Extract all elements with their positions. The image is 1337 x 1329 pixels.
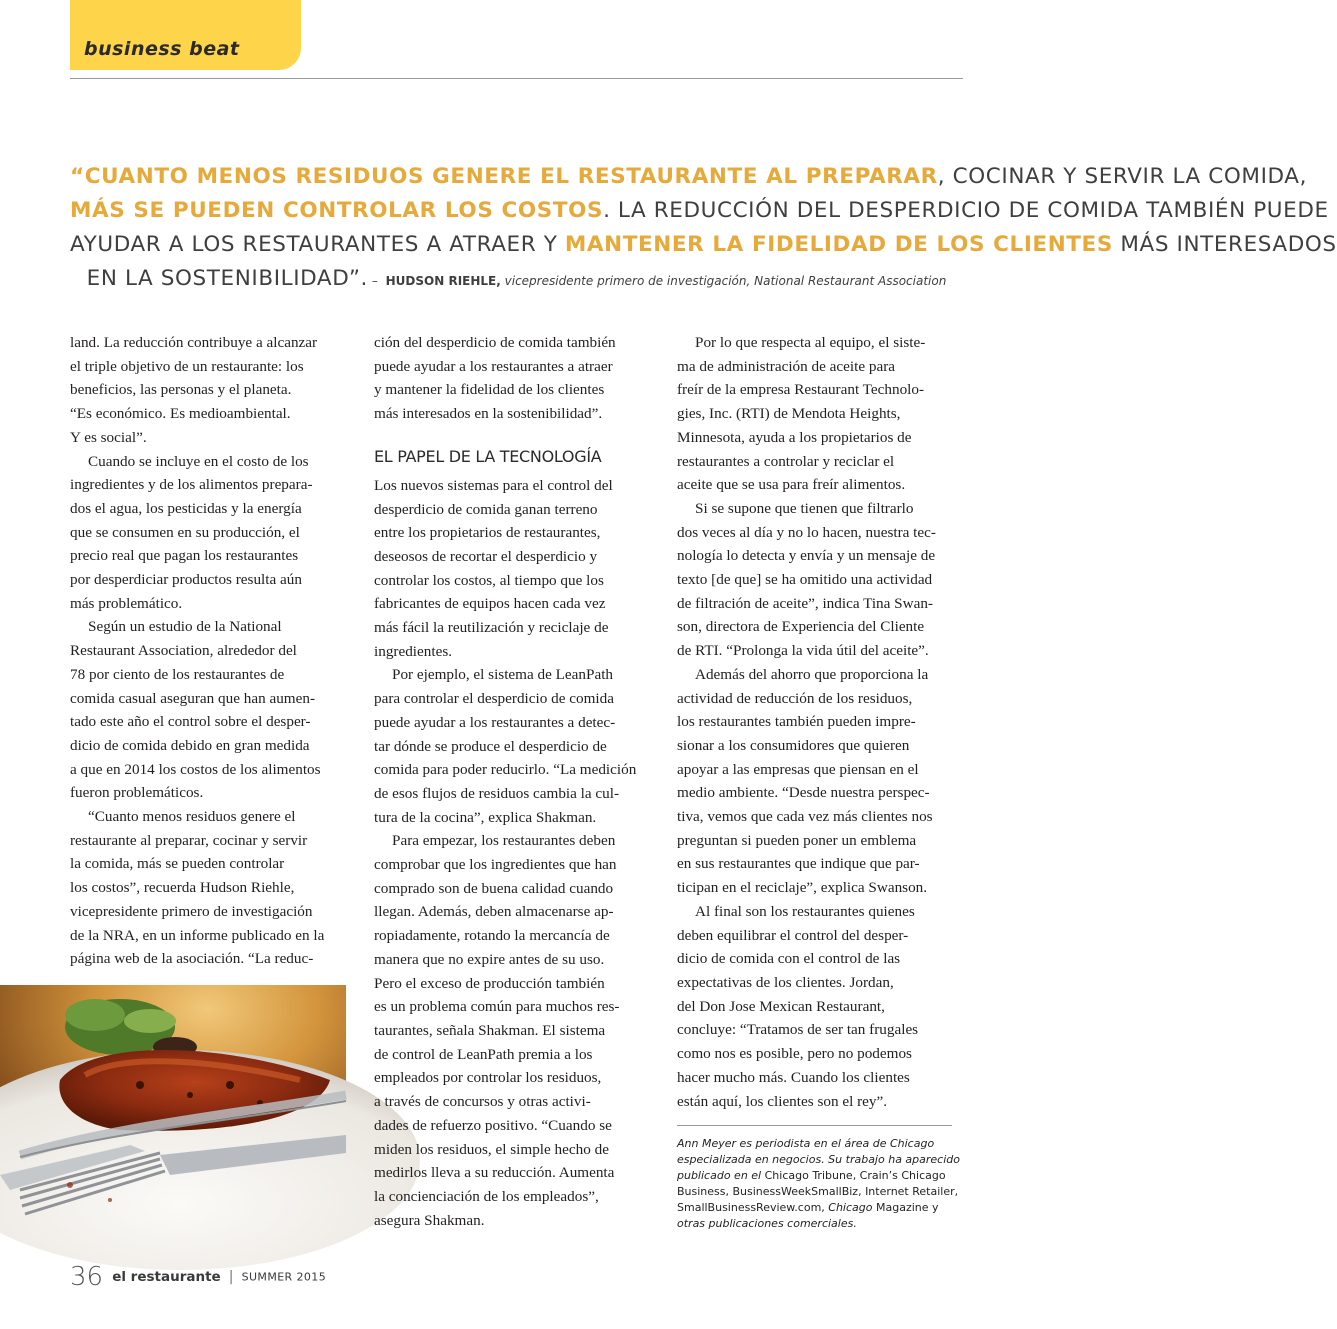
paragraph (374, 474, 654, 664)
text-line: es un problema común para muchos res- (374, 998, 620, 1016)
pull-quote-highlight: MANTENER LA FIDELIDAD DE LOS CLIENTES (564, 232, 1113, 257)
text-line: deben equilibrar el control del desper- (677, 926, 909, 944)
text-line: Según un estudio de la National (88, 618, 282, 636)
text-line: tiva, vemos que cada vez más clientes nos (677, 808, 933, 826)
paragraph (677, 900, 963, 1113)
footer-separator: | (228, 1269, 234, 1285)
text-line: Para empezar, los restaurantes deben (392, 832, 616, 850)
text-line: a que en 2014 los costos de los alimentos (70, 760, 321, 778)
text-line: comida casual aseguran que han aumen- (70, 689, 316, 707)
bio-text: Chicago (828, 1201, 873, 1215)
text-line: a través de concursos y otras activi- (374, 1093, 591, 1111)
enchilada-plate-image (0, 985, 346, 1230)
text-line: dos el agua, los pesticidas y la energía (70, 499, 302, 517)
paragraph (374, 663, 654, 829)
text-line: aceite que se usa para freír alimentos. (677, 476, 906, 494)
text-line: Y es social”. (70, 428, 147, 446)
text-line: tura de la cocina”, explica Shakman. (374, 808, 597, 826)
text-line: vicepresidente primero de investigación (70, 902, 313, 920)
bio-text: Ann Meyer es periodista en el área de Chicago (677, 1137, 935, 1151)
page-footer (70, 1262, 326, 1292)
text-line: sionar a los consumidores que quieren (677, 736, 910, 754)
text-line: fabricantes de equipos hacen cada vez (374, 595, 606, 613)
text-line: manera que no expire antes de su uso. (374, 950, 605, 968)
text-line: los restaurantes también pueden impre- (677, 713, 916, 731)
text-line: Al final son los restaurantes quienes (695, 902, 915, 920)
text-line: Además del ahorro que proporciona la (695, 665, 929, 683)
text-line: ingredientes y de los alimentos prepara- (70, 476, 313, 494)
text-line: y mantener la fidelidad de los clientes (374, 381, 605, 399)
text-line: de control de LeanPath premia a los (374, 1045, 593, 1063)
pull-quote-text: , COCINAR Y SERVIR LA COMIDA, (937, 164, 1308, 189)
text-line: página web de la asociación. “La reduc- (70, 950, 314, 968)
section-label: business beat (84, 38, 240, 60)
text-line: Cuando se incluye en el costo de los (88, 452, 309, 470)
text-line: de filtración de aceite”, indica Tina Swan- (677, 594, 933, 612)
text-line: “Cuanto menos residuos genere el (88, 808, 296, 826)
text-line: miden los residuos, el simple hecho de (374, 1140, 609, 1158)
text-line: restaurante al preparar, cocinar y servir (70, 831, 308, 849)
text-line: land. La reducción contribuye a alcanzar (70, 334, 318, 351)
text-line: puede ayudar a los restaurantes a atraer (374, 357, 613, 375)
text-line: texto [de que] se ha omitido una actividad (677, 571, 933, 589)
text-line: comprado son de buena calidad cuando (374, 879, 614, 897)
text-line: “Es económico. Es medioambiental. (70, 405, 291, 423)
paragraph (70, 615, 350, 805)
bio-publication: Magazine y (872, 1201, 939, 1215)
text-line: fueron problemáticos. (70, 784, 204, 802)
bio-line (677, 1152, 963, 1168)
text-line: deseosos de recortar el desperdicio y (374, 547, 598, 565)
text-line: precio real que pagan los restaurantes (70, 547, 299, 565)
article-column-2 (374, 331, 654, 1232)
text-line: están aquí, los clientes son el rey”. (677, 1092, 888, 1110)
text-line: el triple objetivo de un restaurante: los (70, 357, 304, 375)
pull-quote-line-1 (70, 160, 1308, 194)
pull-quote-text: MÁS INTERESADOS (1112, 232, 1337, 257)
text-line: actividad de reducción de los residuos, (677, 689, 913, 707)
bio-publication: Business, BusinessWeekSmallBiz, Internet Retailer, (677, 1185, 959, 1199)
article-column-1 (70, 331, 350, 971)
text-line: medio ambiente. “Desde nuestra perspec- (677, 784, 930, 802)
text-line: que se consumen en su producción, el (70, 523, 300, 541)
text-line: Por lo que respecta al equipo, el siste- (695, 334, 926, 351)
bio-text: especializada en negocios. Su trabajo ha aparecido (677, 1153, 960, 1167)
text-line: de RTI. “Prolonga la vida útil del aceite”. (677, 642, 929, 660)
text-line: más problemático. (70, 594, 183, 612)
bio-line (677, 1168, 963, 1184)
section-subheading: EL PAPEL DE LA TECNOLOGÍA (374, 446, 602, 466)
pull-quote-line-3 (70, 228, 1337, 262)
text-line: los costos”, recuerda Hudson Riehle, (70, 879, 295, 897)
text-line: concluye: “Tratamos de ser tan frugales (677, 1021, 919, 1039)
header-divider (70, 78, 963, 79)
bio-text: otras publicaciones comerciales. (677, 1217, 857, 1231)
text-line: apoyar a las empresas que piensan en el (677, 760, 919, 778)
text-line: dicio de comida con el control de las (677, 950, 901, 968)
pull-quote-text: . LA REDUCCIÓN DEL DESPERDICIO DE COMIDA TAMBIÉN PUEDE (603, 198, 1329, 223)
section-tab (70, 0, 301, 70)
text-line: freír de la empresa Restaurant Technolo- (677, 381, 925, 399)
text-line: entre los propietarios de restaurantes, (374, 524, 601, 542)
pull-quote-text: AYUDAR A LOS RESTAURANTES A ATRAER Y (70, 232, 565, 257)
text-line: puede ayudar a los restaurantes a detec- (374, 713, 616, 731)
pull-quote-line-2 (70, 194, 1329, 228)
text-line: preguntan si pueden poner un emblema (677, 831, 917, 849)
text-line: medirlos lleva a su reducción. Aumenta (374, 1164, 615, 1182)
text-line: del Don Jose Mexican Restaurant, (677, 997, 885, 1015)
attribution-name: HUDSON RIEHLE, (385, 274, 501, 288)
text-line: tado este año el control sobre el desper- (70, 713, 311, 731)
bio-line (677, 1200, 963, 1216)
text-line: más fácil la reutilización y reciclaje de (374, 619, 609, 637)
text-line: Pero el exceso de producción también (374, 974, 605, 992)
paragraph (374, 331, 654, 426)
text-line: de esos flujos de residuos cambia la cul- (374, 784, 620, 802)
issue-label: SUMMER 2015 (241, 1270, 327, 1284)
text-line: beneficios, las personas y el planeta. (70, 381, 292, 399)
text-line: dades de refuerzo positivo. “Cuando se (374, 1116, 612, 1134)
text-line: ropiadamente, rotando la mercancía de (374, 927, 610, 945)
text-line: ingredientes. (374, 642, 453, 660)
paragraph (70, 805, 350, 971)
paragraph (677, 497, 963, 663)
bio-line (677, 1216, 963, 1232)
bio-publication: Chicago Tribune, Crain’s Chicago (764, 1169, 946, 1183)
bio-text: publicado en el (677, 1169, 765, 1183)
text-line: tar dónde se produce el desperdicio de (374, 737, 607, 755)
text-line: Minnesota, ayuda a los propietarios de (677, 428, 912, 446)
text-line: Los nuevos sistemas para el control del (374, 476, 613, 494)
page-number: 36 (70, 1262, 104, 1292)
pull-quote-line-4 (70, 262, 963, 298)
text-line: más interesados en la sostenibilidad”. (374, 405, 603, 423)
text-line: dicio de comida debido en gran medida (70, 736, 310, 754)
text-line: la comida, más se pueden controlar (70, 855, 285, 873)
text-line: de la NRA, en un informe publicado en la (70, 926, 325, 944)
text-line: taurantes, señala Shakman. El sistema (374, 1021, 606, 1039)
paragraph (677, 331, 963, 497)
text-line: empleados por controlar los residuos, (374, 1069, 602, 1087)
text-line: la concienciación de los empleados”, (374, 1187, 599, 1205)
text-line: Si se supone que tienen que filtrarlo (695, 499, 914, 517)
paragraph (374, 829, 654, 1232)
attribution-title: vicepresidente primero de investigación, National Restaurant Association (500, 274, 947, 288)
text-line: llegan. Además, deben almacenarse ap- (374, 903, 614, 921)
pull-quote-text: EN LA SOSTENIBILIDAD”. (86, 266, 368, 291)
pull-quote-highlight: MÁS SE PUEDEN CONTROLAR LOS COSTOS (70, 198, 604, 223)
pull-quote-highlight: “CUANTO MENOS RESIDUOS GENERE EL RESTAURANTE AL PREPARAR (70, 164, 938, 189)
text-line: comida para poder reducirlo. “La medición (374, 761, 637, 779)
publication-name: el restaurante (112, 1269, 221, 1285)
text-line: ción del desperdicio de comida también (374, 334, 616, 351)
pull-quote (70, 160, 1337, 298)
text-line: restaurantes a controlar y reciclar el (677, 452, 895, 470)
attribution-dash: – (368, 274, 382, 288)
text-line: expectativas de los clientes. Jordan, (677, 973, 894, 991)
text-line: 78 por ciento de los restaurantes de (70, 665, 285, 683)
food-photo (0, 985, 346, 1230)
text-line: dos veces al día y no lo hacen, nuestra tec- (677, 523, 936, 541)
text-line: gies, Inc. (RTI) de Mendota Heights, (677, 405, 901, 423)
text-line: desperdicio de comida ganan terreno (374, 500, 598, 518)
text-line: ma de administración de aceite para (677, 357, 896, 375)
text-line: por desperdiciar productos resulta aún (70, 571, 302, 589)
text-line: ticipan en el reciclaje”, explica Swanson. (677, 879, 928, 897)
author-bio (677, 1136, 963, 1232)
paragraph (70, 450, 350, 616)
bio-publication: SmallBusinessReview.com, (677, 1201, 829, 1215)
text-line: en sus restaurantes que indique que par- (677, 855, 920, 873)
text-line: comprobar que los ingredientes que han (374, 856, 617, 874)
paragraph (677, 663, 963, 900)
text-line: hacer mucho más. Cuando los clientes (677, 1068, 910, 1086)
text-line: Restaurant Association, alrededor del (70, 642, 297, 660)
text-line: como nos es posible, pero no podemos (677, 1045, 912, 1063)
text-line: para controlar el desperdicio de comida (374, 690, 614, 708)
text-line: asegura Shakman. (374, 1211, 485, 1229)
paragraph (70, 331, 350, 450)
text-line: son, directora de Experiencia del Cliente (677, 618, 925, 636)
text-line: Por ejemplo, el sistema de LeanPath (392, 666, 614, 684)
text-line: controlar los costos, al tiempo que los (374, 571, 604, 589)
article-column-3 (677, 331, 963, 1232)
text-line: nología lo detecta y envía y un mensaje de (677, 547, 936, 565)
bio-line (677, 1136, 963, 1152)
bio-divider (677, 1125, 952, 1126)
